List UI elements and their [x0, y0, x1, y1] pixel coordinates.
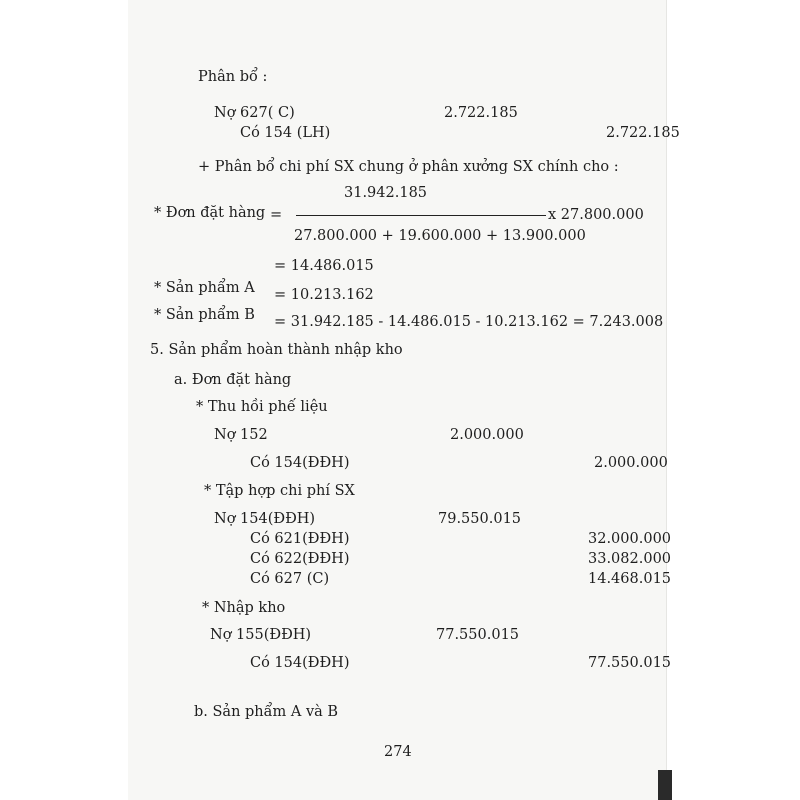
order-result: = 14.486.015 [274, 258, 374, 274]
warehouse-debit-amount: 77.550.015 [436, 627, 520, 643]
page-shadow-mark [658, 770, 672, 800]
scrap-debit-account: Nợ 152 [214, 427, 268, 443]
credit-621-account: Có 621(ĐĐH) [250, 531, 350, 547]
allocation-heading: Phân bổ : [198, 69, 268, 85]
warehouse-credit-amount: 77.550.015 [588, 655, 672, 671]
credit-627-amount: 14.468.015 [588, 571, 672, 587]
product-a-label: * Sản phẩm A [154, 280, 255, 296]
formula-denominator: 27.800.000 + 19.600.000 + 13.900.000 [294, 228, 586, 244]
credit-627-account: Có 627 (C) [250, 571, 330, 587]
cost-collection-heading: * Tập hợp chi phí SX [204, 483, 355, 499]
scrap-credit-amount: 2.000.000 [594, 455, 668, 471]
allocation-credit-account: Có 154 (LH) [240, 125, 331, 141]
general-cost-note: + Phân bổ chi phí SX chung ở phân xưởng SX chính cho : [198, 159, 619, 175]
formula-numerator: 31.942.185 [344, 185, 428, 201]
warehouse-debit-account: Nợ 155(ĐĐH) [210, 627, 312, 643]
formula-equals-sign: = [270, 207, 283, 223]
product-b-result: = 31.942.185 - 14.486.015 - 10.213.162 = 7.243.008 [274, 314, 664, 330]
allocation-debit-account: Nợ 627( C) [214, 105, 295, 121]
scrap-debit-amount: 2.000.000 [450, 427, 524, 443]
credit-621-amount: 32.000.000 [588, 531, 672, 547]
warehouse-heading: * Nhập kho [202, 600, 286, 616]
product-b-label: * Sản phẩm B [154, 307, 255, 323]
scrap-heading: * Thu hồi phế liệu [196, 399, 328, 415]
cost-collection-debit-amount: 79.550.015 [438, 511, 522, 527]
order-label: * Đơn đặt hàng [154, 205, 266, 221]
section-5-heading: 5. Sản phẩm hoàn thành nhập kho [150, 342, 403, 358]
fraction-bar [296, 215, 546, 216]
credit-622-amount: 33.082.000 [588, 551, 672, 567]
cost-collection-debit-account: Nợ 154(ĐĐH) [214, 511, 316, 527]
credit-622-account: Có 622(ĐĐH) [250, 551, 350, 567]
product-a-result: = 10.213.162 [274, 287, 374, 303]
warehouse-credit-account: Có 154(ĐĐH) [250, 655, 350, 671]
allocation-credit-amount: 2.722.185 [606, 125, 680, 141]
scrap-credit-account: Có 154(ĐĐH) [250, 455, 350, 471]
sub-a-heading: a. Đơn đặt hàng [174, 372, 292, 388]
sub-b-heading: b. Sản phẩm A và B [194, 704, 339, 720]
book-page [128, 0, 680, 800]
formula-multiplier: x 27.800.000 [548, 207, 644, 223]
page-number: 274 [384, 744, 412, 760]
allocation-debit-amount: 2.722.185 [444, 105, 518, 121]
